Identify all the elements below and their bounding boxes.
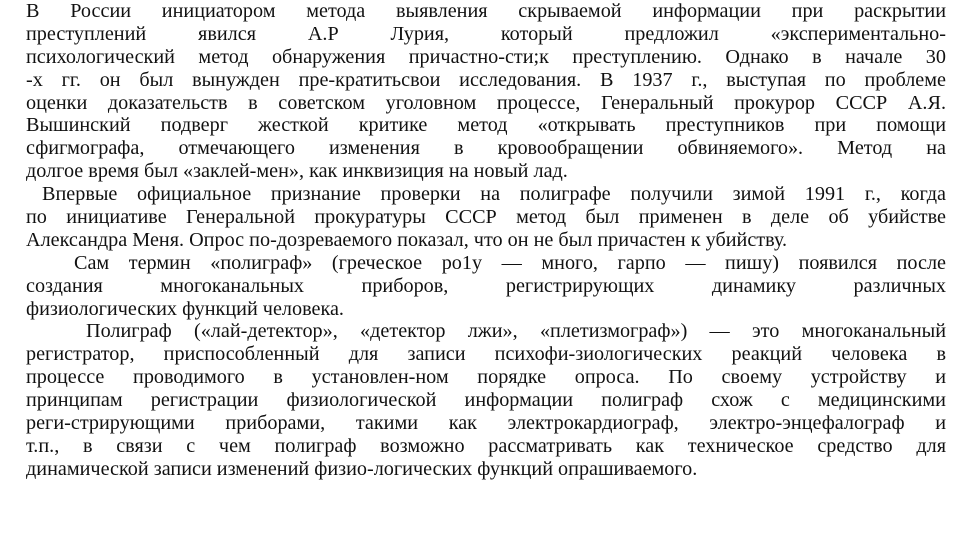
paragraph-1 xyxy=(26,0,946,183)
text-line: сфигмографа, отмечающего изменения в кровообращении обвиняемого». Метод на xyxy=(26,137,946,160)
text-line: Александра Меня. Опрос по-дозреваемого показал, что он не был причастен к убийству. xyxy=(26,228,788,251)
paragraph-2 xyxy=(26,183,946,252)
text-line: т.п., в связи с чем полиграф возможно рассматривать как техническое средство для xyxy=(26,434,946,457)
text-line: физиологических функций человека. xyxy=(26,297,344,320)
text-line: долгое время был «заклей-мен», как инквизиция на новый лад. xyxy=(26,160,568,183)
text-line: Полиграф («лай-детектор», «детектор лжи», «плетизмограф») — это многоканальный xyxy=(86,320,946,343)
text-line: динамической записи изменений физио-логических функций опрашиваемого. xyxy=(26,457,698,480)
text-line: Вышинский подверг жесткой критике метод «открывать преступников при помощи xyxy=(26,114,946,137)
text-line: Сам термин «полиграф» (греческое ро1у — много, гарпо — пишу) появился после xyxy=(74,251,946,274)
document-body xyxy=(26,0,946,481)
text-line: принципам регистрации физиологической информации полиграф схож с медицинскими xyxy=(26,389,946,412)
text-line: реги-стрирующими приборами, такими как электрокардиограф, электро-энцефалограф и xyxy=(26,412,946,435)
text-line: -х гг. он был вынужден пре-кратитьсвои исследования. В 1937 г., выступая по проблеме xyxy=(26,68,946,91)
text-line: психологический метод обнаружения причастно-сти;к преступлению. Однако в начале 30 xyxy=(26,45,946,68)
text-line: оценки доказательств в советском уголовном процессе, Генеральный прокурор СССР А.Я. xyxy=(26,91,946,114)
paragraph-3 xyxy=(26,252,946,321)
paragraph-4 xyxy=(26,320,946,480)
text-line: процессе проводимого в установлен-ном порядке опроса. По своему устройству и xyxy=(26,366,946,389)
text-line: В России инициатором метода выявления скрываемой информации при раскрытии xyxy=(26,0,946,22)
text-line: создания многоканальных приборов, регистрирующих динамику различных xyxy=(26,274,946,297)
text-line: регистратор, приспособленный для записи психофи-зиологических реакций человека в xyxy=(26,343,946,366)
text-line: преступлений явился А.Р Лурия, который предложил «экспериментально- xyxy=(26,22,946,45)
text-line: по инициативе Генеральной прокуратуры СССР метод был применен в деле об убийстве xyxy=(26,206,946,229)
text-line: Впервые официальное признание проверки на полиграфе получили зимой 1991 г., когда xyxy=(42,183,946,206)
